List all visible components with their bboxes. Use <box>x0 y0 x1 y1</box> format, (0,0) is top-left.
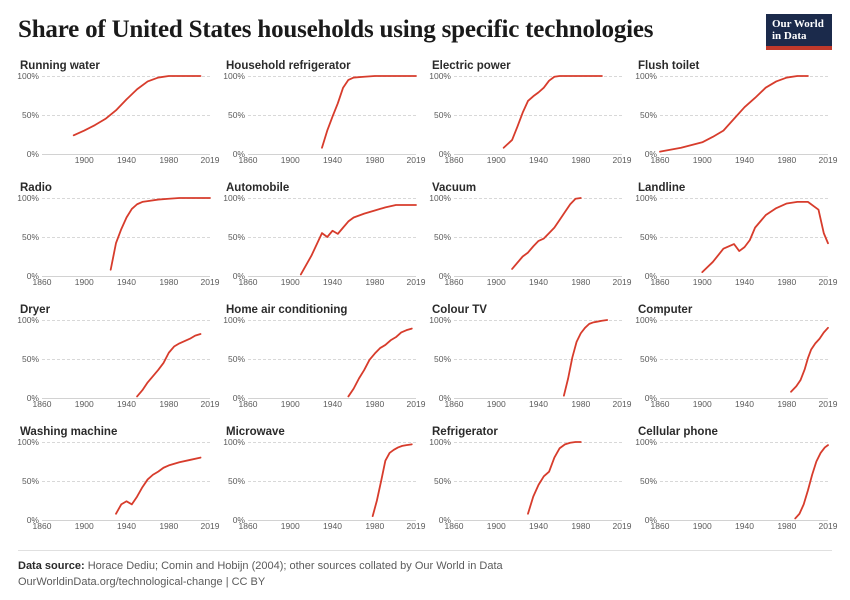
y-axis-tick-label: 0% <box>26 514 39 525</box>
panel-title: Vacuum <box>432 182 477 194</box>
x-axis-tick-label: 1860 <box>238 155 258 165</box>
y-axis-tick-label: 50% <box>227 475 245 486</box>
panel-title: Landline <box>638 182 686 194</box>
x-axis-tick-label: 2019 <box>406 277 426 287</box>
series-line-chart <box>248 76 416 154</box>
series-line-chart <box>454 198 622 276</box>
chart-panel <box>223 304 426 422</box>
panel-title: Radio <box>20 182 52 194</box>
chart-panel <box>429 60 632 178</box>
x-axis-tick-label: 2019 <box>818 521 838 531</box>
footer <box>18 550 832 590</box>
y-axis-tick-label: 50% <box>21 475 39 486</box>
panel-title: Computer <box>638 304 693 316</box>
license-text: OurWorldinData.org/technological-change | CC BY <box>18 576 266 588</box>
x-axis <box>444 154 632 166</box>
y-axis-tick-label: 50% <box>227 231 245 242</box>
x-axis-tick-label: 1940 <box>735 399 754 409</box>
x-axis-tick-label: 1900 <box>74 155 94 165</box>
series-line-chart <box>248 198 416 276</box>
x-axis-tick-label: 1940 <box>117 521 136 531</box>
x-axis-tick-label: 1980 <box>365 155 385 165</box>
x-axis <box>238 520 426 532</box>
x-axis-tick-label: 1940 <box>323 277 342 287</box>
x-axis <box>650 520 838 532</box>
chart-panel <box>635 304 838 422</box>
series-line-chart <box>42 320 210 398</box>
x-axis-tick-label: 1860 <box>32 277 52 287</box>
x-axis-tick-label: 2019 <box>200 521 220 531</box>
data-line <box>348 329 411 397</box>
x-axis-tick-label: 1940 <box>529 399 548 409</box>
x-axis-tick-label: 1900 <box>692 155 712 165</box>
y-axis-tick-label: 100% <box>635 192 657 203</box>
x-axis-tick-label: 1860 <box>444 277 464 287</box>
plot-area <box>635 314 828 403</box>
panel-title: Washing machine <box>20 426 118 438</box>
x-axis <box>650 154 838 166</box>
series-line-chart <box>248 442 416 520</box>
x-axis-tick-label: 2019 <box>612 155 632 165</box>
x-axis-tick-label: 1980 <box>777 399 797 409</box>
x-axis-tick-label: 2019 <box>818 399 838 409</box>
series-line-chart <box>454 320 622 398</box>
y-axis-tick-label: 100% <box>429 436 451 447</box>
x-axis-tick-label: 1980 <box>159 155 179 165</box>
plot-area <box>429 314 622 403</box>
series-line-chart <box>42 76 210 154</box>
x-axis-tick-label: 1900 <box>486 521 506 531</box>
x-axis-tick-label: 1860 <box>650 277 670 287</box>
y-axis-tick-label: 0% <box>438 392 451 403</box>
data-source-label: Data source: <box>18 560 85 572</box>
x-axis <box>32 398 220 410</box>
y-axis-tick-label: 50% <box>639 475 657 486</box>
y-axis-tick-label: 0% <box>438 514 451 525</box>
panel-title: Automobile <box>226 182 290 194</box>
panel-title: Electric power <box>432 60 511 72</box>
series-line-chart <box>248 320 416 398</box>
panel-title: Colour TV <box>432 304 487 316</box>
y-axis-tick-label: 50% <box>433 231 451 242</box>
y-axis-tick-label: 0% <box>26 270 39 281</box>
x-axis-tick-label: 1860 <box>444 399 464 409</box>
x-axis-tick-label: 2019 <box>818 277 838 287</box>
x-axis-tick-label: 1900 <box>74 521 94 531</box>
y-axis-tick-label: 50% <box>639 109 657 120</box>
logo-line-2: in Data <box>772 30 807 42</box>
series-line-chart <box>454 76 622 154</box>
y-axis-tick-label: 0% <box>438 270 451 281</box>
y-axis-tick-label: 50% <box>21 231 39 242</box>
x-axis-tick-label: 1900 <box>74 399 94 409</box>
x-axis-tick-label: 1980 <box>571 399 591 409</box>
series-line-chart <box>660 320 828 398</box>
data-line <box>791 328 828 392</box>
x-axis-tick-label: 1980 <box>365 277 385 287</box>
chart-panel <box>429 426 632 544</box>
chart-panel <box>223 182 426 300</box>
x-axis-tick-label: 1980 <box>777 277 797 287</box>
y-axis-tick-label: 100% <box>223 436 245 447</box>
x-axis <box>444 520 632 532</box>
x-axis-tick-label: 1860 <box>650 155 670 165</box>
chart-panel <box>17 60 220 178</box>
data-line <box>564 320 607 396</box>
data-line <box>301 205 416 274</box>
data-line <box>373 444 412 516</box>
series-line-chart <box>660 76 828 154</box>
data-line <box>702 202 828 272</box>
y-axis-tick-label: 100% <box>429 70 451 81</box>
x-axis-tick-label: 1980 <box>159 277 179 287</box>
x-axis-tick-label: 2019 <box>406 155 426 165</box>
y-axis-tick-label: 100% <box>17 436 39 447</box>
logo-line-1: Our World <box>772 18 824 30</box>
y-axis-tick-label: 100% <box>429 192 451 203</box>
y-axis-tick-label: 100% <box>223 70 245 81</box>
plot-area <box>17 192 210 281</box>
x-axis-tick-label: 1900 <box>486 277 506 287</box>
x-axis-tick-label: 1980 <box>159 521 179 531</box>
plot-area <box>635 436 828 525</box>
panel-title: Cellular phone <box>638 426 718 438</box>
data-line <box>111 198 210 270</box>
x-axis <box>444 398 632 410</box>
x-axis-tick-label: 1900 <box>280 399 300 409</box>
data-line <box>74 76 201 135</box>
x-axis-tick-label: 1900 <box>280 521 300 531</box>
plot-area <box>17 314 210 403</box>
y-axis-tick-label: 100% <box>17 70 39 81</box>
x-axis <box>32 520 220 532</box>
x-axis-tick-label: 1860 <box>238 521 258 531</box>
series-line-chart <box>42 198 210 276</box>
panel-title: Microwave <box>226 426 285 438</box>
chart-panel <box>429 304 632 422</box>
owid-logo[interactable] <box>766 14 832 50</box>
y-axis-tick-label: 50% <box>227 353 245 364</box>
y-axis-tick-label: 0% <box>644 392 657 403</box>
x-axis <box>444 276 632 288</box>
data-line <box>322 76 416 148</box>
plot-area <box>223 436 416 525</box>
y-axis-tick-label: 100% <box>635 314 657 325</box>
data-source <box>18 558 832 574</box>
header <box>18 14 832 50</box>
x-axis-tick-label: 1900 <box>486 399 506 409</box>
x-axis-tick-label: 1980 <box>777 155 797 165</box>
x-axis-tick-label: 2019 <box>612 399 632 409</box>
x-axis-tick-label: 2019 <box>200 155 220 165</box>
plot-area <box>223 70 416 159</box>
y-axis-tick-label: 0% <box>644 148 657 159</box>
x-axis-tick-label: 1980 <box>159 399 179 409</box>
panel-title: Home air conditioning <box>226 304 348 316</box>
y-axis-tick-label: 0% <box>438 148 451 159</box>
x-axis-tick-label: 1900 <box>280 155 300 165</box>
y-axis-tick-label: 0% <box>644 270 657 281</box>
x-axis-tick-label: 1900 <box>692 277 712 287</box>
data-line <box>504 76 602 148</box>
x-axis-tick-label: 1980 <box>571 521 591 531</box>
y-axis-tick-label: 100% <box>17 192 39 203</box>
x-axis-tick-label: 2019 <box>612 521 632 531</box>
x-axis-tick-label: 2019 <box>612 277 632 287</box>
chart-panel <box>17 304 220 422</box>
y-axis-tick-label: 0% <box>232 270 245 281</box>
series-line-chart <box>660 442 828 520</box>
x-axis-tick-label: 1900 <box>486 155 506 165</box>
x-axis-tick-label: 2019 <box>818 155 838 165</box>
x-axis-tick-label: 1900 <box>692 521 712 531</box>
y-axis-tick-label: 100% <box>17 314 39 325</box>
x-axis <box>32 276 220 288</box>
panel-title: Dryer <box>20 304 51 316</box>
y-axis-tick-label: 0% <box>232 392 245 403</box>
x-axis-tick-label: 1940 <box>117 277 136 287</box>
plot-area <box>635 192 828 281</box>
x-axis-tick-label: 1940 <box>117 155 136 165</box>
x-axis-tick-label: 1980 <box>365 521 385 531</box>
x-axis-tick-label: 2019 <box>406 521 426 531</box>
panel-title: Running water <box>20 60 100 72</box>
x-axis-tick-label: 1940 <box>117 399 136 409</box>
x-axis <box>238 276 426 288</box>
x-axis-tick-label: 1860 <box>238 277 258 287</box>
y-axis-tick-label: 50% <box>21 353 39 364</box>
x-axis-tick-label: 1860 <box>650 399 670 409</box>
y-axis-tick-label: 100% <box>223 314 245 325</box>
data-line <box>116 458 201 514</box>
y-axis-tick-label: 50% <box>227 109 245 120</box>
data-line <box>660 76 808 152</box>
x-axis <box>238 398 426 410</box>
x-axis <box>650 276 838 288</box>
x-axis-tick-label: 1860 <box>238 399 258 409</box>
x-axis-tick-label: 1860 <box>444 155 464 165</box>
small-multiples-grid <box>17 60 838 544</box>
panel-title: Refrigerator <box>432 426 498 438</box>
data-source-text: Horace Dediu; Comin and Hobijn (2004); other sources collated by Our World in Data <box>87 560 503 572</box>
y-axis-tick-label: 50% <box>433 475 451 486</box>
series-line-chart <box>42 442 210 520</box>
y-axis-tick-label: 0% <box>644 514 657 525</box>
x-axis <box>42 154 220 166</box>
plot-area <box>635 70 828 159</box>
x-axis-tick-label: 1980 <box>365 399 385 409</box>
y-axis-tick-label: 100% <box>635 436 657 447</box>
x-axis-tick-label: 1860 <box>32 399 52 409</box>
x-axis-tick-label: 1940 <box>529 155 548 165</box>
y-axis-tick-label: 50% <box>21 109 39 120</box>
plot-area <box>429 192 622 281</box>
x-axis-tick-label: 1900 <box>692 399 712 409</box>
x-axis <box>238 154 426 166</box>
chart-panel <box>429 182 632 300</box>
x-axis-tick-label: 1860 <box>650 521 670 531</box>
data-line <box>528 442 581 514</box>
x-axis-tick-label: 1980 <box>571 277 591 287</box>
x-axis-tick-label: 1940 <box>529 521 548 531</box>
x-axis-tick-label: 2019 <box>200 399 220 409</box>
plot-area <box>17 436 210 525</box>
series-line-chart <box>660 198 828 276</box>
x-axis-tick-label: 2019 <box>406 399 426 409</box>
chart-panel <box>17 426 220 544</box>
plot-area <box>429 436 622 525</box>
x-axis-tick-label: 1940 <box>735 277 754 287</box>
plot-area <box>17 70 210 159</box>
x-axis-tick-label: 1940 <box>323 521 342 531</box>
plot-area <box>223 314 416 403</box>
data-line <box>795 445 828 518</box>
chart-panel <box>223 426 426 544</box>
x-axis <box>650 398 838 410</box>
y-axis-tick-label: 0% <box>232 148 245 159</box>
x-axis-tick-label: 1900 <box>74 277 94 287</box>
x-axis-tick-label: 1980 <box>571 155 591 165</box>
x-axis-tick-label: 1940 <box>735 521 754 531</box>
x-axis-tick-label: 1940 <box>735 155 754 165</box>
x-axis-tick-label: 2019 <box>200 277 220 287</box>
chart-panel <box>635 182 838 300</box>
x-axis-tick-label: 1940 <box>323 155 342 165</box>
y-axis-tick-label: 100% <box>635 70 657 81</box>
y-axis-tick-label: 50% <box>639 353 657 364</box>
plot-area <box>429 70 622 159</box>
data-line <box>137 334 200 396</box>
x-axis-tick-label: 1940 <box>323 399 342 409</box>
y-axis-tick-label: 0% <box>26 392 39 403</box>
x-axis-tick-label: 1940 <box>529 277 548 287</box>
y-axis-tick-label: 50% <box>639 231 657 242</box>
panel-title: Household refrigerator <box>226 60 351 72</box>
x-axis-tick-label: 1980 <box>777 521 797 531</box>
y-axis-tick-label: 100% <box>429 314 451 325</box>
y-axis-tick-label: 50% <box>433 353 451 364</box>
y-axis-tick-label: 50% <box>433 109 451 120</box>
y-axis-tick-label: 0% <box>232 514 245 525</box>
y-axis-tick-label: 100% <box>223 192 245 203</box>
page-title: Share of United States households using specific technologies <box>18 16 654 43</box>
chart-panel <box>635 426 838 544</box>
panel-title: Flush toilet <box>638 60 700 72</box>
plot-area <box>223 192 416 281</box>
chart-panel <box>17 182 220 300</box>
y-axis-tick-label: 0% <box>26 148 39 159</box>
data-line <box>512 198 581 269</box>
chart-panel <box>223 60 426 178</box>
x-axis-tick-label: 1860 <box>444 521 464 531</box>
series-line-chart <box>454 442 622 520</box>
chart-panel <box>635 60 838 178</box>
x-axis-tick-label: 1860 <box>32 521 52 531</box>
x-axis-tick-label: 1900 <box>280 277 300 287</box>
